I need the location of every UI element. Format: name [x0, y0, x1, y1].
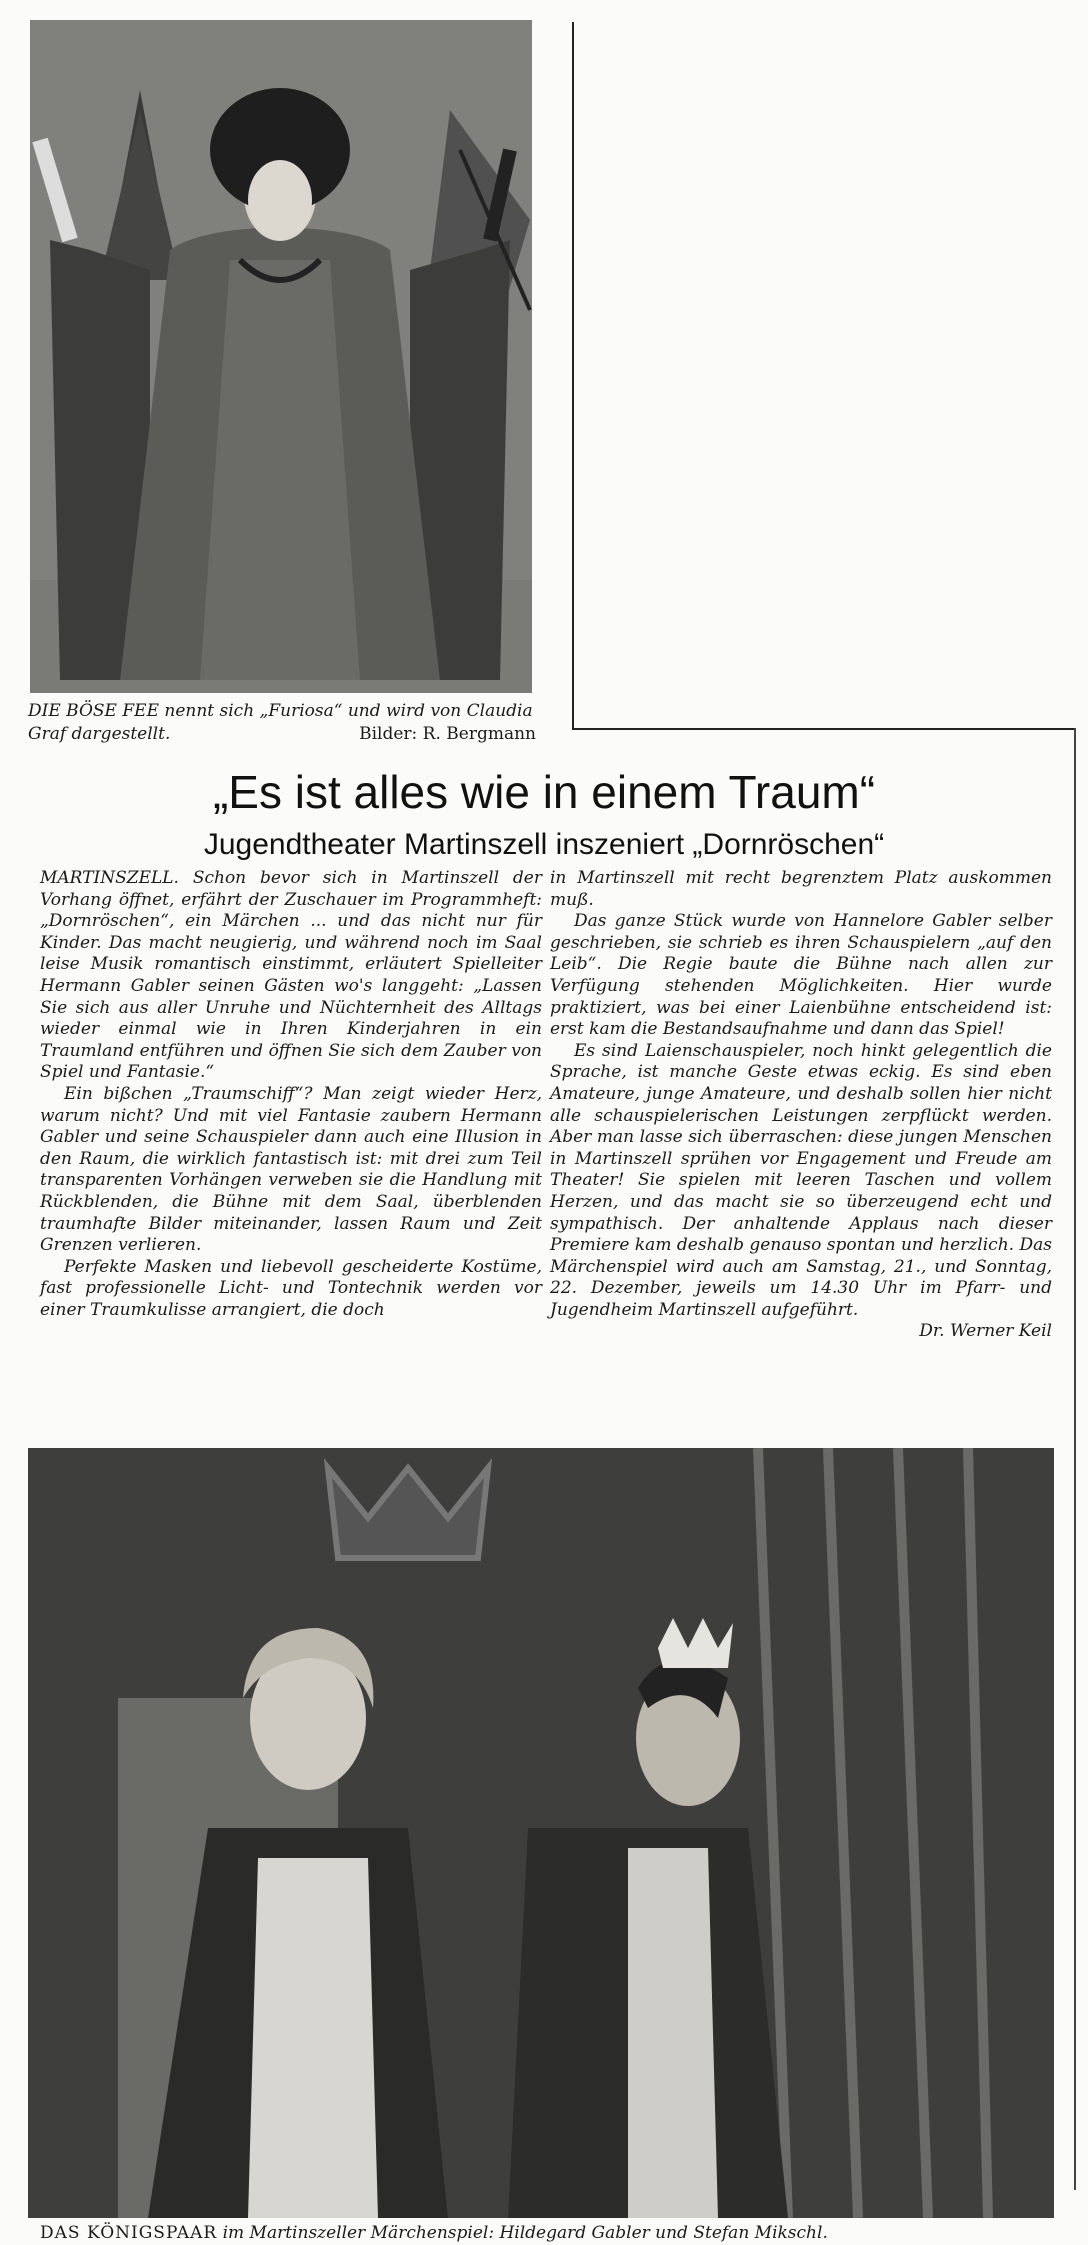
article-column-right — [550, 868, 1052, 1343]
caption-text: DIE BÖSE FEE nennt sich „Furiosa“ und wird von Claudia Graf dargestellt. — [28, 701, 533, 744]
photo-evil-fairy — [30, 20, 532, 693]
photo-caption-top — [28, 700, 536, 746]
page-rule-right — [1074, 728, 1076, 2190]
caption-lead: DAS KÖNIGSPAAR — [40, 2223, 218, 2243]
headline: „Es ist alles wie in einem Traum“ — [212, 766, 876, 818]
subheadline: Jugendtheater Martinszell inszeniert „Dornröschen“ — [203, 828, 885, 861]
column-rule-vertical — [572, 22, 574, 730]
column-rule-horizontal — [572, 728, 1076, 730]
paragraph: Ein bißchen „Traumschiff“? Man zeigt wieder Herz, warum nicht? Und mit viel Fantasie zaubern Hermann Gabler und seine Schauspieler dann auch eine Illusion in den Raum, die wirklich fantastisch ist: mit drei zum Teil transparenten Vorhängen verweben sie die Handlung mit Rückblenden, die Bühne mit dem Saal, überblenden traumhafte Bilder miteinander, lassen Raum und Zeit Grenzen verlieren. — [40, 1083, 542, 1256]
photo-caption-bottom — [40, 2222, 1040, 2245]
photo-credit: Bilder: R. Bergmann — [359, 724, 536, 744]
paragraph: in Martinszell mit recht begrenztem Platz auskommen muß. — [550, 868, 1052, 910]
paragraph: Perfekte Masken und liebevoll gescheiderte Kostüme, fast professionelle Licht- und Tontechnik werden vor einer Traumkulisse arrangiert, die doch — [40, 1256, 542, 1320]
paragraph: Es sind Laienschauspieler, noch hinkt gelegentlich die Sprache, ist manche Geste etwas eckig. Es sind eben Amateure, junge Amateure, und deshalb sollen hier nicht alle schauspielerischen Leistungen zerpflückt werden. Aber man lasse sich überraschen: diese jungen Menschen in Martinszell sprühen vor Engagement und Freude am Theater! Sie spielen mit leeren Taschen und vollem Herzen, und das macht sie so überzeugend echt und sympathisch. Der anhaltende Applaus nach dieser Premiere kam deshalb genauso spontan und herzlich. Das Märchenspiel wird auch am Samstag, 21., und Sonntag, 22. Dezember, jeweils um 14.30 Uhr im Pfarr- und Jugendheim Martinszell aufgeführt. — [550, 1040, 1052, 1320]
paragraph: MARTINSZELL. Schon bevor sich in Martinszell der Vorhang öffnet, erfährt der Zuschauer im Programmheft: „Dornröschen“, ein Märchen ... und das nicht nur für Kinder. Das macht neugierig, und während noch im Saal leise Musik romantisch einstimmt, erläutert Spielleiter Hermann Gabler seinen Gästen wo's langgeht: „Lassen Sie sich aus aller Unruhe und Nüchternheit des Alltags wieder einmal wie in Ihren Kinderjahren in ein Traumland entführen und öffnen Sie sich dem Zauber von Spiel und Fantasie.“ — [40, 868, 542, 1083]
author-signature: Dr. Werner Keil — [919, 1321, 1052, 1342]
caption-text: im Martinszeller Märchenspiel: Hildegard Gabler und Stefan Mikschl. — [222, 2223, 828, 2243]
photo-royal-couple — [28, 1448, 1054, 2218]
paragraph: Das ganze Stück wurde von Hannelore Gabler selber geschrieben, sie schrieb es ihren Schauspielern „auf den Leib“. Die Regie baute die Bühne nach allen zur Verfügung stehenden Möglichkeiten. Hier wurde praktiziert, was bei einer Laienbühne entscheidend ist: erst kam die Bestandsaufnahme und dann das Spiel! — [550, 911, 1052, 1040]
article-column-left — [40, 868, 542, 1321]
